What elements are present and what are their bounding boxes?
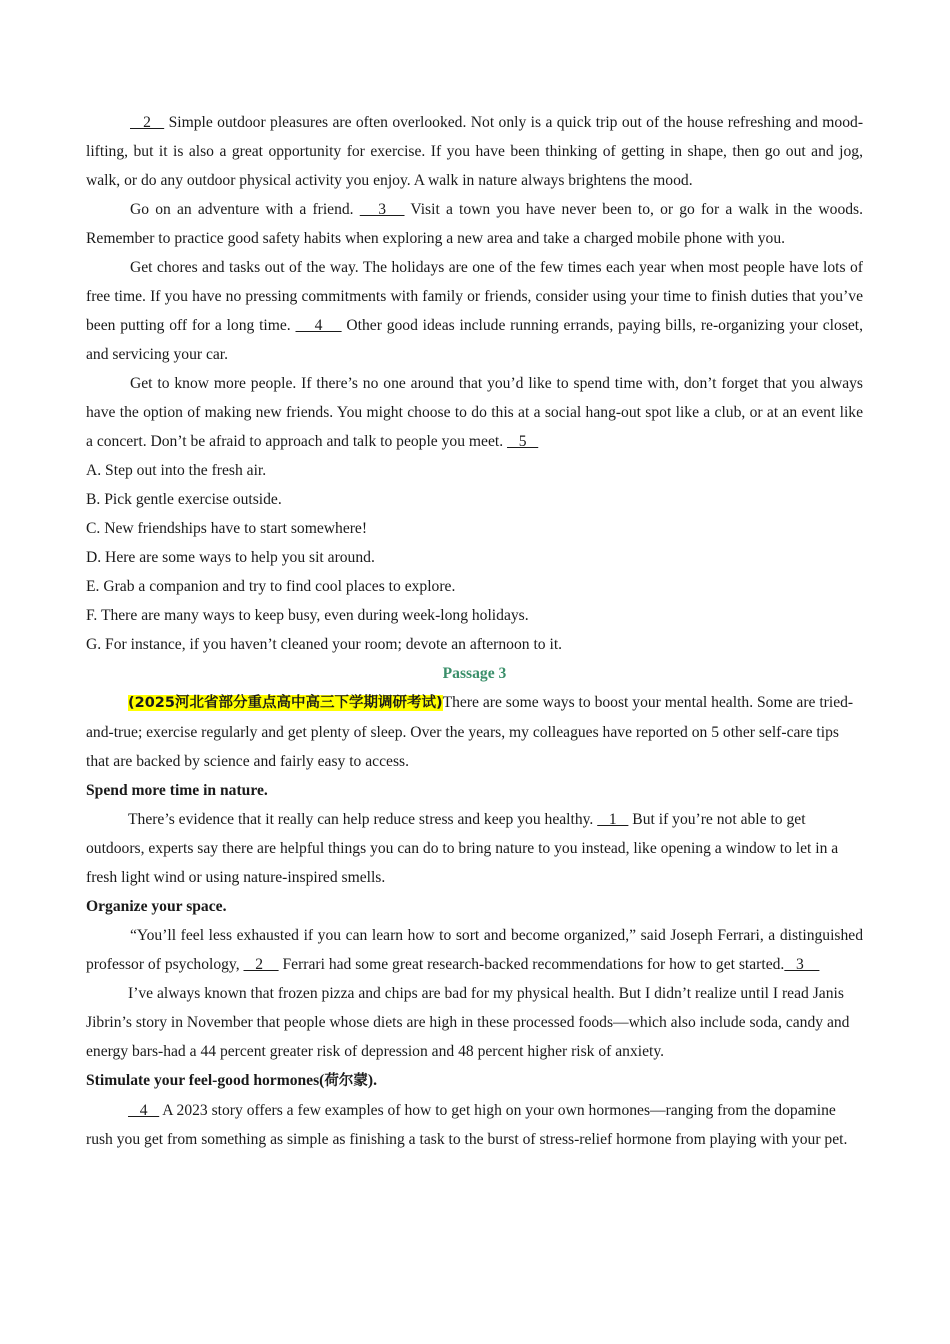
paragraph-food: I’ve always known that frozen pizza and chips are bad for my physical health. But I didn’t realize until I read Janis Jibrin’s story in November that people whose diets are high in these processed foods—which also include soda, candy and energy bars-had a 44 percent greater risk of depression and 48 percent higher risk of anxiety. (86, 985, 850, 1060)
option-a: A. Step out into the fresh air. (86, 462, 267, 479)
paragraph-chores-after: Other good ideas include running errands, paying bills, re-organizing your closet, and servicing your car. (86, 317, 863, 363)
paragraph-adventure-before: Go on an adventure with a friend. (130, 201, 360, 218)
paragraph-outdoor-text: Simple outdoor pleasures are often overlooked. Not only is a quick trip out of the house refreshing and mood-lifting, but it is also a great opportunity for exercise. If you have been thinking of getting in shape, then go out and jog, walk, or do any outdoor physical activity you enjoy. A walk in nature always brightens the mood. (86, 114, 864, 189)
paragraph-chores-before: Get chores and tasks out of the way. The holidays are one of the few times each year when most people have lots of free time. If you have no pressing commitments with family or friends, consider using your time to finish duties that you’ve been putting off for a long time. (86, 259, 863, 334)
paragraph-adventure (86, 195, 863, 253)
heading-hormones-b: ). (367, 1072, 377, 1089)
heading-organize: Organize your space. (86, 898, 227, 915)
heading-hormones-a: Stimulate your feel-good hormones( (86, 1072, 325, 1089)
passage3-intro-text: There are some ways to boost your mental health. Some are tried-and-true; exercise regularly and get plenty of sleep. Over the years, my colleagues have reported on 5 other self-care tips that are backed by science and fairly easy to access. (86, 694, 854, 770)
paragraph-adventure-after: Visit a town you have never been to, or go for a walk in the woods. Remember to practice good safety habits when exploring a new area and take a charged mobile phone with you. (86, 201, 864, 247)
paragraph-outdoor (86, 108, 863, 195)
blank-p3-4: 4 (128, 1102, 160, 1119)
option-e: E. Grab a companion and try to find cool places to explore. (86, 578, 456, 595)
document-page (86, 108, 863, 1154)
paragraph-people-before: Get to know more people. If there’s no one around that you’d like to spend time with, don’t forget that you always have the option of making new friends. You might choose to do this at a social hang-out spot like a club, or at an event like a concert. Don’t be afraid to approach and talk to people you meet. (86, 375, 863, 450)
blank-5: 5 (507, 433, 539, 450)
option-c: C. New friendships have to start somewhere! (86, 520, 368, 537)
option-f: F. There are many ways to keep busy, even during week-long holidays. (86, 607, 529, 624)
passage3-intro (86, 688, 863, 776)
blank-3: 3 (359, 201, 405, 218)
blank-2: 2 (130, 114, 165, 131)
source-tag: (2025河北省部分重点高中高三下学期调研考试) (128, 695, 443, 711)
paragraph-organize (86, 921, 863, 979)
options-list (86, 456, 863, 659)
paragraph-chores (86, 253, 863, 369)
passage-title: Passage 3 (442, 665, 507, 682)
heading-hormones-cn: 荷尔蒙 (324, 1073, 368, 1089)
paragraph-organize-before: “You’ll feel less exhausted if you can learn how to sort and become organized,” said Joseph Ferrari, a distinguished professor of psychology, (86, 927, 863, 973)
paragraph-hormones-after: A 2023 story offers a few examples of how to get high on your own hormones—ranging from the dopamine rush you get from something as simple as finishing a task to the burst of stress-relief hormone from playing with your pet. (86, 1102, 848, 1148)
paragraph-hormones (86, 1096, 863, 1154)
paragraph-nature-after: But if you’re not able to get outdoors, experts say there are helpful things you can do to bring nature to you instead, like opening a window to let in a fresh light wind or using nature-inspired smells. (86, 811, 839, 886)
paragraph-people (86, 369, 863, 456)
paragraph-organize-middle: Ferrari had some great research-backed recommendations for how to get started. (278, 956, 785, 973)
option-g: G. For instance, if you haven’t cleaned your room; devote an afternoon to it. (86, 636, 563, 653)
option-b: B. Pick gentle exercise outside. (86, 491, 282, 508)
blank-p3-2: 2 (243, 956, 279, 973)
paragraph-nature-before: There’s evidence that it really can help reduce stress and keep you healthy. (128, 811, 598, 828)
option-d: D. Here are some ways to help you sit around. (86, 549, 375, 566)
heading-hormones (86, 1066, 863, 1096)
blank-p3-1: 1 (597, 811, 629, 828)
paragraph-nature (86, 805, 863, 892)
blank-4: 4 (295, 317, 342, 334)
heading-nature: Spend more time in nature. (86, 782, 268, 799)
blank-p3-3: 3 (784, 956, 820, 973)
